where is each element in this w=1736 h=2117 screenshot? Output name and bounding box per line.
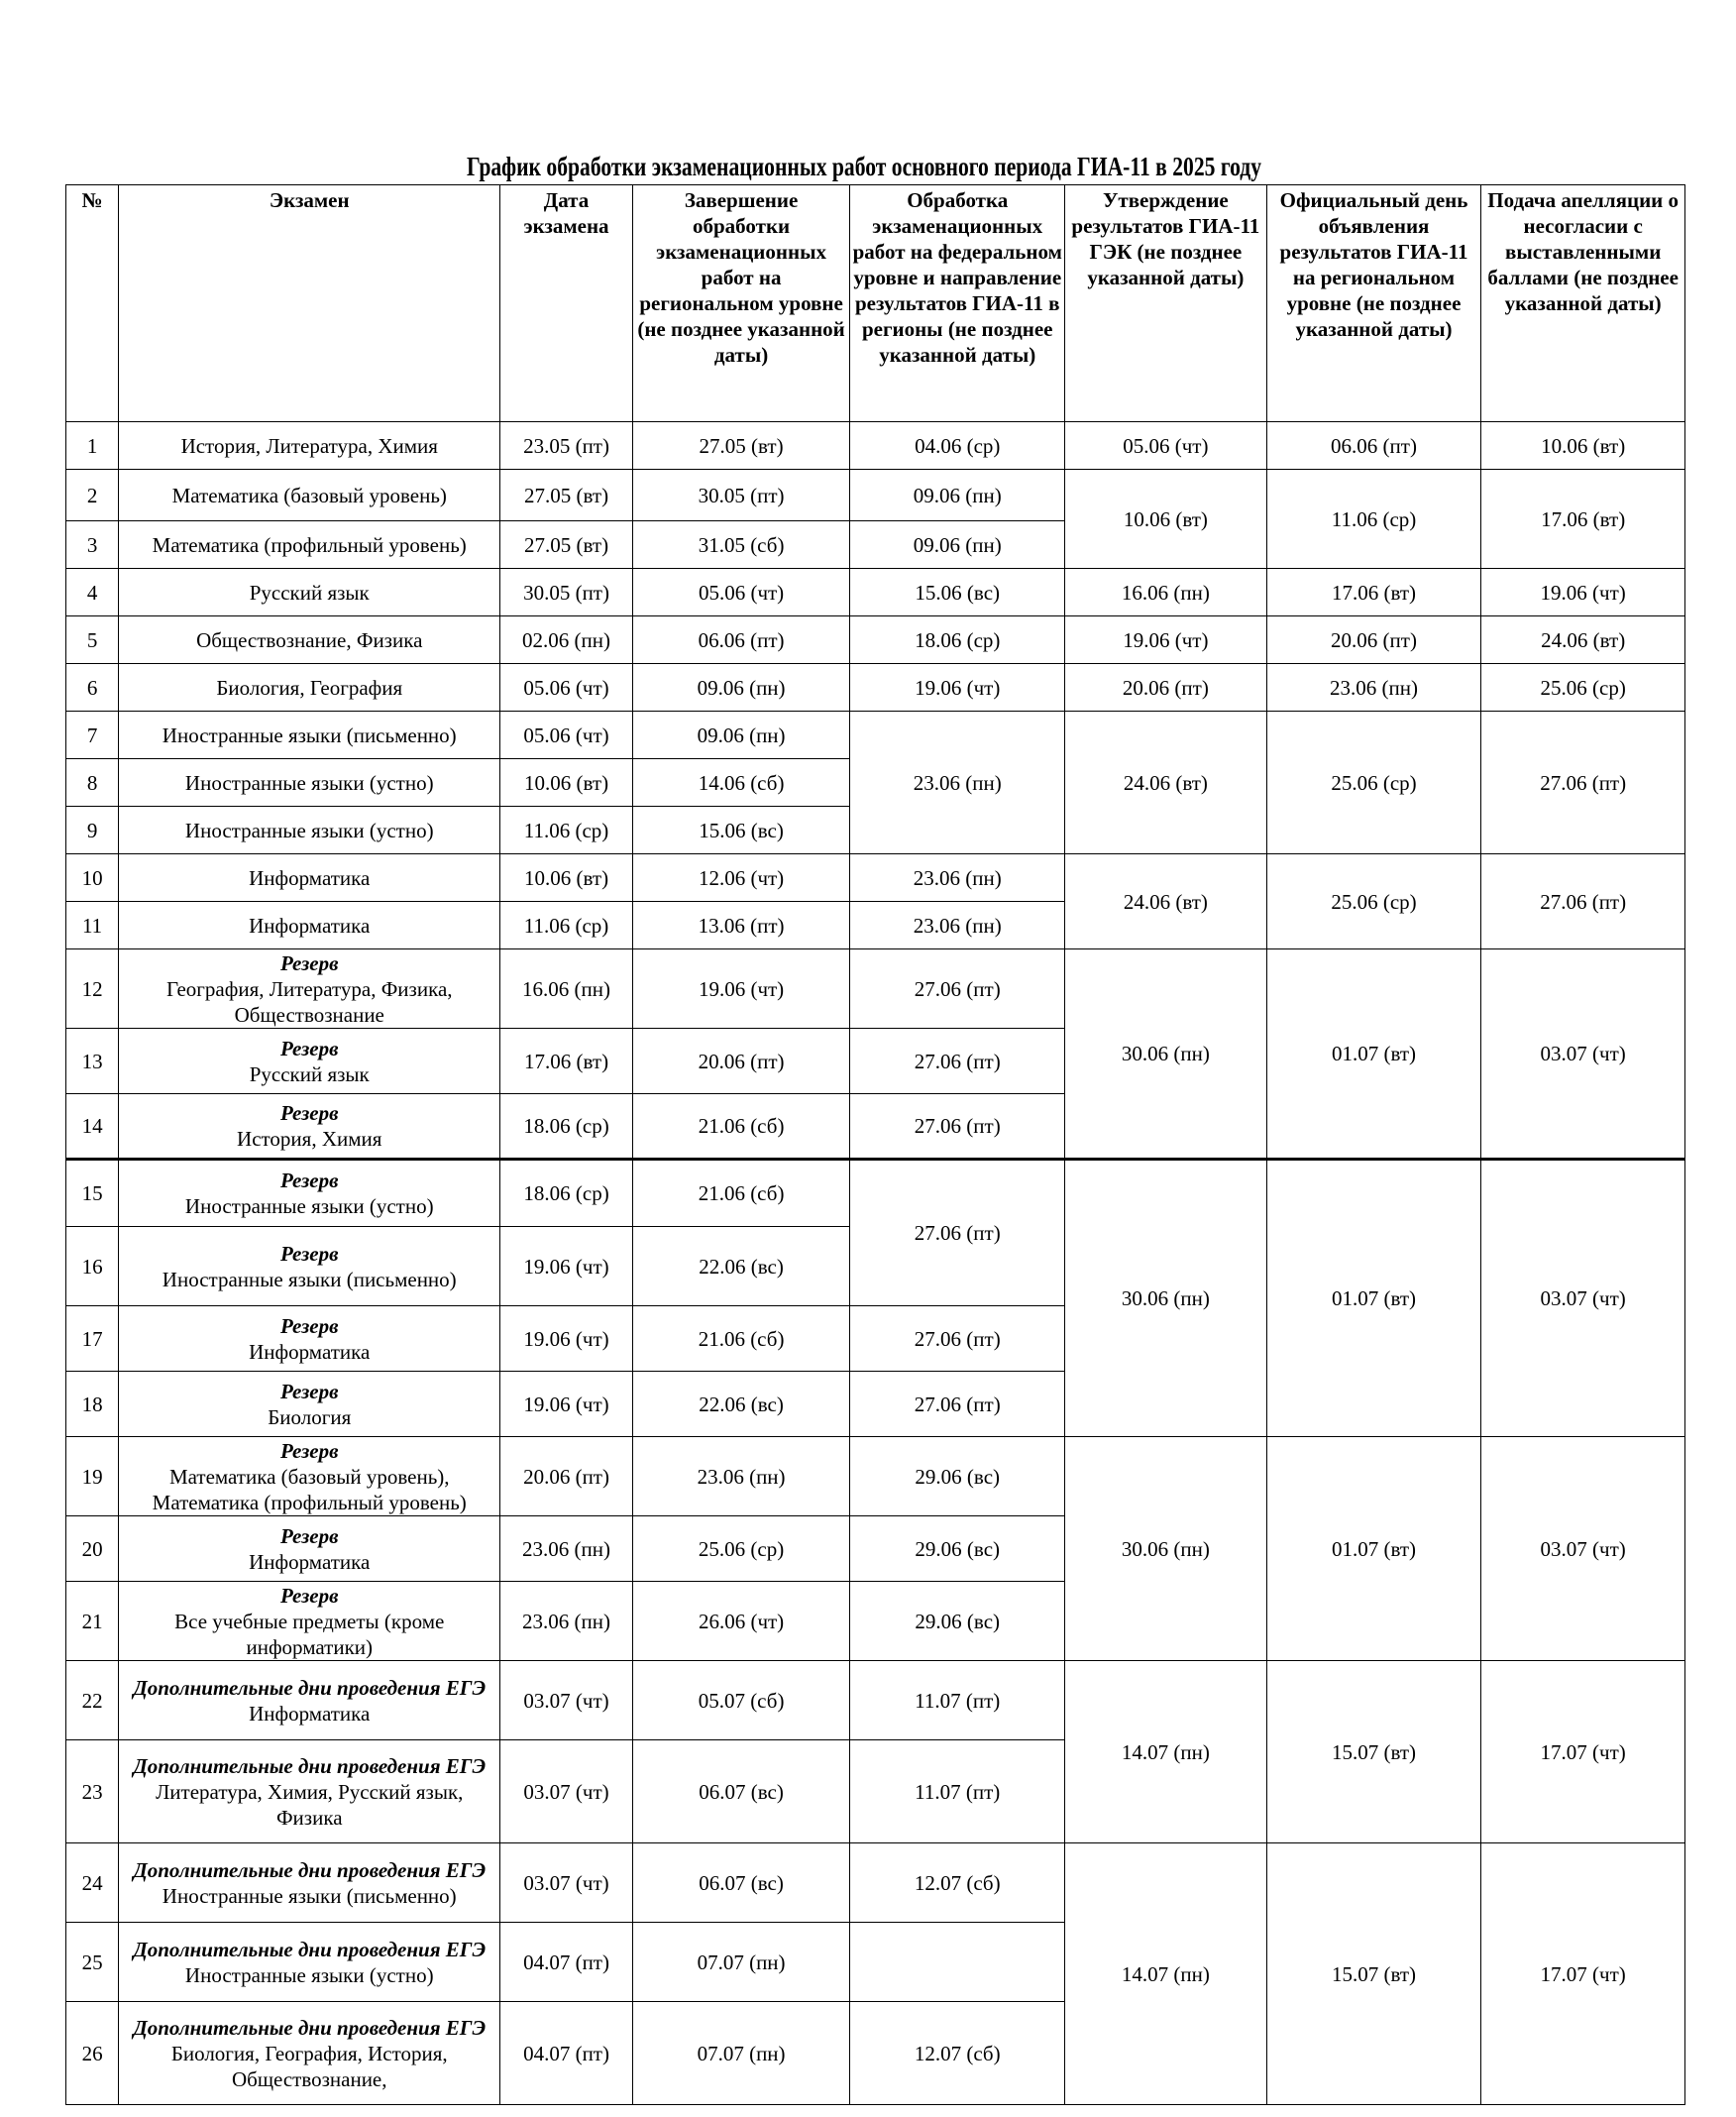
appeal-deadline-cell: 17.07 (чт)	[1481, 1843, 1685, 2105]
exam-cell	[119, 1372, 500, 1437]
regional-processing-cell: 07.07 (пн)	[632, 1923, 850, 2002]
row-number-cell: 9	[66, 807, 119, 854]
official-announcement-cell: 25.06 (ср)	[1266, 854, 1481, 949]
exam-name: Иностранные языки (письменно)	[162, 723, 457, 747]
exam-date-cell: 19.06 (чт)	[500, 1227, 632, 1306]
regional-processing-cell: 27.05 (вт)	[632, 422, 850, 470]
federal-processing-cell: 23.06 (пн)	[850, 902, 1065, 949]
exam-prefix: Резерв	[279, 1101, 339, 1125]
federal-processing-cell: 09.06 (пн)	[850, 521, 1065, 569]
exam-prefix: Резерв	[279, 1241, 339, 1266]
regional-processing-cell: 21.06 (сб)	[632, 1160, 850, 1227]
row-number-cell: 3	[66, 521, 119, 569]
row-number-cell: 7	[66, 712, 119, 759]
federal-processing-cell: 11.07 (пт)	[850, 1661, 1065, 1740]
row-number-cell: 23	[66, 1740, 119, 1843]
federal-processing-cell: 12.07 (сб)	[850, 1843, 1065, 1923]
federal-processing-cell: 15.06 (вс)	[850, 569, 1065, 616]
appeal-deadline-cell: 27.06 (пт)	[1481, 854, 1685, 949]
regional-processing-cell: 21.06 (сб)	[632, 1094, 850, 1160]
official-announcement-cell: 01.07 (вт)	[1266, 1437, 1481, 1661]
exam-cell	[119, 1843, 500, 1923]
exam-name: Информатика	[249, 1701, 371, 1726]
table-row	[66, 664, 1685, 712]
federal-processing-cell: 27.06 (пт)	[850, 949, 1065, 1029]
exam-date-cell: 23.06 (пн)	[500, 1582, 632, 1661]
federal-processing-cell: 23.06 (пн)	[850, 712, 1065, 854]
exam-date-cell: 27.05 (вт)	[500, 521, 632, 569]
exam-date-cell: 19.06 (чт)	[500, 1306, 632, 1372]
official-announcement-cell: 06.06 (пт)	[1266, 422, 1481, 470]
federal-processing-cell: 11.07 (пт)	[850, 1740, 1065, 1843]
exam-name: Все учебные предметы (кроме информатики)	[174, 1609, 445, 1659]
regional-processing-cell: 19.06 (чт)	[632, 949, 850, 1029]
exam-cell	[119, 949, 500, 1029]
exam-name: Биология, География, История, Обществознание,	[170, 2041, 448, 2091]
exam-date-cell: 19.06 (чт)	[500, 1372, 632, 1437]
regional-processing-cell: 06.06 (пт)	[632, 616, 850, 664]
exam-date-cell: 20.06 (пт)	[500, 1437, 632, 1516]
row-number-cell: 11	[66, 902, 119, 949]
exam-name: Информатика	[249, 865, 371, 890]
row-number-cell: 20	[66, 1516, 119, 1582]
row-number-cell: 18	[66, 1372, 119, 1437]
row-number-cell: 1	[66, 422, 119, 470]
table-row	[66, 569, 1685, 616]
col-header-official-announcement: Официальный день объявления результатов ГИА-11 на региональном уровне (не позднее указанной даты)	[1266, 185, 1481, 422]
exam-date-cell: 30.05 (пт)	[500, 569, 632, 616]
header-row	[66, 185, 1685, 422]
exam-name: Иностранные языки (устно)	[184, 770, 434, 795]
gek-approval-cell: 16.06 (пн)	[1065, 569, 1267, 616]
exam-date-cell: 18.06 (ср)	[500, 1160, 632, 1227]
exam-cell	[119, 1160, 500, 1227]
exam-prefix: Дополнительные дни проведения ЕГЭ	[133, 1675, 487, 1700]
official-announcement-cell: 15.07 (вт)	[1266, 1843, 1481, 2105]
exam-name: Биология	[268, 1404, 352, 1429]
exam-prefix: Резерв	[279, 1036, 339, 1060]
exam-prefix: Дополнительные дни проведения ЕГЭ	[133, 2015, 487, 2040]
exam-date-cell: 27.05 (вт)	[500, 470, 632, 521]
exam-cell	[119, 902, 500, 949]
federal-processing-cell: 27.06 (пт)	[850, 1306, 1065, 1372]
exam-cell	[119, 1516, 500, 1582]
official-announcement-cell: 23.06 (пн)	[1266, 664, 1481, 712]
exam-cell	[119, 1923, 500, 2002]
regional-processing-cell: 09.06 (пн)	[632, 664, 850, 712]
regional-processing-cell: 13.06 (пт)	[632, 902, 850, 949]
row-number-cell: 17	[66, 1306, 119, 1372]
regional-processing-cell: 30.05 (пт)	[632, 470, 850, 521]
row-number-cell: 25	[66, 1923, 119, 2002]
table-row	[66, 949, 1685, 1029]
federal-processing-cell: 27.06 (пт)	[850, 1372, 1065, 1437]
official-announcement-cell: 11.06 (ср)	[1266, 470, 1481, 569]
regional-processing-cell: 07.07 (пн)	[632, 2002, 850, 2105]
table-row	[66, 854, 1685, 902]
row-number-cell: 21	[66, 1582, 119, 1661]
exam-cell	[119, 422, 500, 470]
page-title: График обработки экзаменационных работ основного периода ГИА-11 в 2025 году	[466, 152, 1262, 181]
appeal-deadline-cell: 17.06 (вт)	[1481, 470, 1685, 569]
exam-name: История, Химия	[237, 1127, 382, 1151]
appeal-deadline-cell: 03.07 (чт)	[1481, 949, 1685, 1160]
gek-approval-cell: 30.06 (пн)	[1065, 1160, 1267, 1437]
federal-processing-cell: 09.06 (пн)	[850, 470, 1065, 521]
exam-cell	[119, 807, 500, 854]
exam-cell	[119, 521, 500, 569]
regional-processing-cell: 15.06 (вс)	[632, 807, 850, 854]
exam-name: Литература, Химия, Русский язык, Физика	[156, 1779, 464, 1830]
regional-processing-cell: 21.06 (сб)	[632, 1306, 850, 1372]
regional-processing-cell: 26.06 (чт)	[632, 1582, 850, 1661]
regional-processing-cell: 06.07 (вс)	[632, 1740, 850, 1843]
exam-prefix: Резерв	[279, 1313, 339, 1338]
row-number-cell: 14	[66, 1094, 119, 1160]
federal-processing-cell: 27.06 (пт)	[850, 1160, 1065, 1306]
exam-cell	[119, 470, 500, 521]
exam-date-cell: 04.07 (пт)	[500, 1923, 632, 2002]
row-number-cell: 6	[66, 664, 119, 712]
regional-processing-cell: 22.06 (вс)	[632, 1372, 850, 1437]
federal-processing-cell: 18.06 (ср)	[850, 616, 1065, 664]
table-row	[66, 1160, 1685, 1227]
federal-processing-cell: 29.06 (вс)	[850, 1437, 1065, 1516]
schedule-body	[66, 422, 1685, 2105]
regional-processing-cell: 12.06 (чт)	[632, 854, 850, 902]
col-header-gek-approval: Утверждение результатов ГИА-11 ГЭК (не позднее указанной даты)	[1065, 185, 1267, 422]
exam-date-cell: 18.06 (ср)	[500, 1094, 632, 1160]
gek-approval-cell: 20.06 (пт)	[1065, 664, 1267, 712]
regional-processing-cell: 05.06 (чт)	[632, 569, 850, 616]
regional-processing-cell: 09.06 (пн)	[632, 712, 850, 759]
exam-prefix: Резерв	[279, 1583, 339, 1608]
table-row	[66, 712, 1685, 759]
exam-prefix: Резерв	[279, 1438, 339, 1463]
official-announcement-cell: 01.07 (вт)	[1266, 1160, 1481, 1437]
exam-name: Информатика	[249, 913, 371, 938]
table-row	[66, 1843, 1685, 1923]
exam-name: Иностранные языки (устно)	[184, 818, 434, 842]
exam-date-cell: 03.07 (чт)	[500, 1843, 632, 1923]
federal-processing-cell: 29.06 (вс)	[850, 1582, 1065, 1661]
col-header-regional-processing: Завершение обработки экзаменационных работ на региональном уровне (не позднее указанной даты)	[632, 185, 850, 422]
exam-date-cell: 04.07 (пт)	[500, 2002, 632, 2105]
federal-processing-cell: 27.06 (пт)	[850, 1029, 1065, 1094]
row-number-cell: 5	[66, 616, 119, 664]
exam-name: Обществознание, Физика	[196, 627, 423, 652]
exam-cell	[119, 1094, 500, 1160]
table-row	[66, 616, 1685, 664]
exam-cell	[119, 1029, 500, 1094]
appeal-deadline-cell: 24.06 (вт)	[1481, 616, 1685, 664]
official-announcement-cell: 15.07 (вт)	[1266, 1661, 1481, 1843]
exam-date-cell: 23.05 (пт)	[500, 422, 632, 470]
exam-date-cell: 23.06 (пн)	[500, 1516, 632, 1582]
appeal-deadline-cell: 03.07 (чт)	[1481, 1160, 1685, 1437]
exam-date-cell: 17.06 (вт)	[500, 1029, 632, 1094]
regional-processing-cell: 05.07 (сб)	[632, 1661, 850, 1740]
col-header-federal-processing: Обработка экзаменационных работ на федеральном уровне и направление результатов ГИА-11 в регионы (не позднее указанной даты)	[850, 185, 1065, 422]
exam-date-cell: 02.06 (пн)	[500, 616, 632, 664]
schedule-table	[65, 184, 1685, 2105]
exam-name: Иностранные языки (письменно)	[162, 1883, 457, 1908]
exam-cell	[119, 2002, 500, 2105]
exam-name: Иностранные языки (устно)	[184, 1194, 434, 1218]
exam-prefix: Резерв	[279, 1379, 339, 1403]
appeal-deadline-cell: 27.06 (пт)	[1481, 712, 1685, 854]
exam-name: Русский язык	[249, 580, 370, 605]
exam-name: Биология, География	[216, 675, 403, 700]
table-row	[66, 1661, 1685, 1740]
federal-processing-cell: 27.06 (пт)	[850, 1094, 1065, 1160]
regional-processing-cell: 20.06 (пт)	[632, 1029, 850, 1094]
federal-processing-cell: 04.06 (ср)	[850, 422, 1065, 470]
exam-name: География, Литература, Физика, Обществознание	[165, 976, 453, 1027]
exam-cell	[119, 616, 500, 664]
exam-name: Математика (базовый уровень), Математика (профильный уровень)	[152, 1464, 467, 1514]
exam-prefix: Резерв	[279, 950, 339, 975]
gek-approval-cell: 24.06 (вт)	[1065, 712, 1267, 854]
gek-approval-cell: 14.07 (пн)	[1065, 1661, 1267, 1843]
exam-name: Русский язык	[249, 1061, 370, 1086]
exam-name: Математика (базовый уровень)	[171, 483, 447, 507]
exam-cell	[119, 569, 500, 616]
regional-processing-cell: 06.07 (вс)	[632, 1843, 850, 1923]
exam-date-cell: 10.06 (вт)	[500, 854, 632, 902]
gek-approval-cell: 30.06 (пн)	[1065, 1437, 1267, 1661]
exam-date-cell: 11.06 (ср)	[500, 807, 632, 854]
row-number-cell: 16	[66, 1227, 119, 1306]
appeal-deadline-cell: 17.07 (чт)	[1481, 1661, 1685, 1843]
exam-prefix: Дополнительные дни проведения ЕГЭ	[133, 1857, 487, 1882]
exam-cell	[119, 1306, 500, 1372]
exam-cell	[119, 1227, 500, 1306]
regional-processing-cell: 25.06 (ср)	[632, 1516, 850, 1582]
gek-approval-cell: 10.06 (вт)	[1065, 470, 1267, 569]
appeal-deadline-cell: 03.07 (чт)	[1481, 1437, 1685, 1661]
table-row	[66, 1437, 1685, 1516]
gek-approval-cell: 05.06 (чт)	[1065, 422, 1267, 470]
gek-approval-cell: 30.06 (пн)	[1065, 949, 1267, 1160]
exam-prefix: Резерв	[279, 1169, 339, 1192]
exam-name: Иностранные языки (устно)	[184, 1962, 434, 1987]
official-announcement-cell: 01.07 (вт)	[1266, 949, 1481, 1160]
exam-date-cell: 03.07 (чт)	[500, 1740, 632, 1843]
exam-date-cell: 10.06 (вт)	[500, 759, 632, 807]
regional-processing-cell: 22.06 (вс)	[632, 1227, 850, 1306]
row-number-cell: 13	[66, 1029, 119, 1094]
official-announcement-cell: 17.06 (вт)	[1266, 569, 1481, 616]
exam-cell	[119, 1437, 500, 1516]
appeal-deadline-cell: 19.06 (чт)	[1481, 569, 1685, 616]
exam-name: Информатика	[249, 1339, 371, 1364]
exam-name: История, Литература, Химия	[180, 433, 438, 458]
exam-cell	[119, 759, 500, 807]
exam-name: Математика (профильный уровень)	[152, 532, 467, 557]
row-number-cell: 4	[66, 569, 119, 616]
exam-date-cell: 05.06 (чт)	[500, 664, 632, 712]
row-number-cell: 10	[66, 854, 119, 902]
regional-processing-cell: 31.05 (сб)	[632, 521, 850, 569]
row-number-cell: 19	[66, 1437, 119, 1516]
official-announcement-cell: 20.06 (пт)	[1266, 616, 1481, 664]
row-number-cell: 8	[66, 759, 119, 807]
exam-date-cell: 16.06 (пн)	[500, 949, 632, 1029]
exam-name: Иностранные языки (письменно)	[162, 1267, 457, 1291]
row-number-cell: 2	[66, 470, 119, 521]
row-number-cell: 15	[66, 1160, 119, 1227]
table-row	[66, 422, 1685, 470]
row-number-cell: 12	[66, 949, 119, 1029]
exam-cell	[119, 1582, 500, 1661]
row-number-cell: 24	[66, 1843, 119, 1923]
appeal-deadline-cell: 10.06 (вт)	[1481, 422, 1685, 470]
exam-cell	[119, 854, 500, 902]
col-header-exam: Экзамен	[119, 185, 500, 422]
regional-processing-cell: 23.06 (пн)	[632, 1437, 850, 1516]
regional-processing-cell: 14.06 (сб)	[632, 759, 850, 807]
gek-approval-cell: 14.07 (пн)	[1065, 1843, 1267, 2105]
exam-prefix: Дополнительные дни проведения ЕГЭ	[133, 1753, 487, 1778]
exam-cell	[119, 1661, 500, 1740]
federal-processing-cell: 12.07 (сб)	[850, 2002, 1065, 2105]
col-header-appeal: Подача апелляции о несогласии с выставленными баллами (не позднее указанной даты)	[1481, 185, 1685, 422]
exam-cell	[119, 664, 500, 712]
exam-date-cell: 11.06 (ср)	[500, 902, 632, 949]
exam-date-cell: 03.07 (чт)	[500, 1661, 632, 1740]
exam-name: Информатика	[249, 1549, 371, 1574]
gek-approval-cell: 19.06 (чт)	[1065, 616, 1267, 664]
exam-prefix: Дополнительные дни проведения ЕГЭ	[133, 1937, 487, 1961]
exam-cell	[119, 1740, 500, 1843]
row-number-cell: 22	[66, 1661, 119, 1740]
exam-date-cell: 05.06 (чт)	[500, 712, 632, 759]
row-number-cell: 26	[66, 2002, 119, 2105]
federal-processing-cell: 29.06 (вс)	[850, 1516, 1065, 1582]
gek-approval-cell: 24.06 (вт)	[1065, 854, 1267, 949]
table-row	[66, 470, 1685, 521]
federal-processing-cell: 23.06 (пн)	[850, 854, 1065, 902]
col-header-number: №	[66, 185, 119, 422]
federal-processing-cell: 19.06 (чт)	[850, 664, 1065, 712]
col-header-exam-date: Дата экзамена	[500, 185, 632, 422]
exam-prefix: Резерв	[279, 1523, 339, 1548]
official-announcement-cell: 25.06 (ср)	[1266, 712, 1481, 854]
appeal-deadline-cell: 25.06 (ср)	[1481, 664, 1685, 712]
exam-cell	[119, 712, 500, 759]
